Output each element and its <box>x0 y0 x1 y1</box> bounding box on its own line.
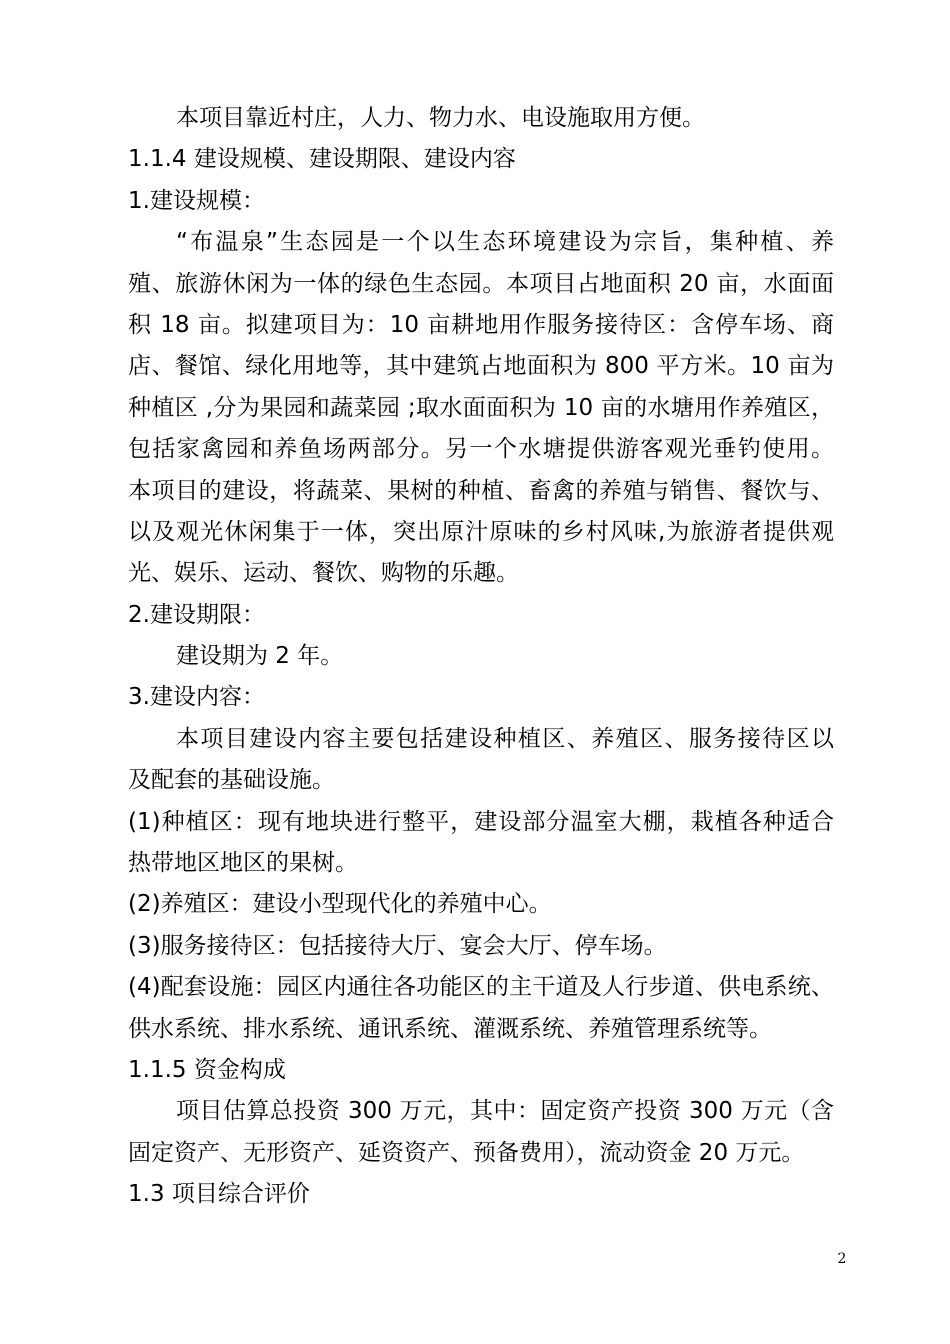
subsection-heading: 3.建设内容： <box>128 684 265 711</box>
paragraph-line: 项目估算总投资 300 万元，其中：固定资产投资 300 万元（含 <box>176 1098 834 1125</box>
paragraph-line: 建设期为 2 年。 <box>176 643 344 670</box>
subsection-heading: 1.建设规模： <box>128 187 265 214</box>
paragraph-line: 殖、旅游休闲为一体的绿色生态园。本项目占地面积 20 亩，水面面 <box>128 270 834 297</box>
paragraph-line: 种植区 ,分为果园和蔬菜园 ;取水面面积为 10 亩的水塘用作养殖区， <box>128 394 834 421</box>
paragraph-line: 包括家禽园和养鱼场两部分。另一个水塘提供游客观光垂钓使用。 <box>128 436 834 463</box>
section-heading: 1.1.4 建设规模、建设期限、建设内容 <box>128 146 516 173</box>
paragraph-line: 光、娱乐、运动、餐饮、购物的乐趣。 <box>128 560 519 587</box>
paragraph-line: 固定资产、无形资产、延资资产、预备费用），流动资金 20 万元。 <box>128 1139 805 1166</box>
section-heading: 1.3 项目综合评价 <box>128 1181 310 1208</box>
paragraph-line: 本项目建设内容主要包括建设种植区、养殖区、服务接待区以 <box>176 725 834 752</box>
paragraph-line: 本项目的建设，将蔬菜、果树的种植、畜禽的养殖与销售、餐饮与、 <box>128 477 834 504</box>
list-item-continuation: 热带地区地区的果树。 <box>128 850 358 877</box>
paragraph-line: 以及观光休闲集于一体，突出原汁原味的乡村风味,为旅游者提供观 <box>128 518 834 545</box>
document-body <box>128 98 834 1216</box>
paragraph-line: 店、餐馆、绿化用地等，其中建筑占地面积为 800 平方米。10 亩为 <box>128 353 834 380</box>
section-heading: 1.1.5 资金构成 <box>128 1056 286 1083</box>
list-item: (2)养殖区：建设小型现代化的养殖中心。 <box>128 891 552 918</box>
paragraph-line: 本项目靠近村庄，人力、物力水、电设施取用方便。 <box>176 105 705 131</box>
paragraph-line: “布温泉”生态园是一个以生态环境建设为宗旨，集种植、养 <box>176 229 834 256</box>
list-item: (3)服务接待区：包括接待大厅、宴会大厅、停车场。 <box>128 932 667 959</box>
list-item: (4)配套设施：园区内通往各功能区的主干道及人行步道、供电系统、 <box>128 974 834 1001</box>
list-item-continuation: 供水系统、排水系统、通讯系统、灌溉系统、养殖管理系统等。 <box>128 1015 772 1042</box>
list-item: (1)种植区：现有地块进行整平，建设部分温室大棚，栽植各种适合 <box>128 808 834 835</box>
paragraph-line: 及配套的基础设施。 <box>128 767 335 794</box>
subsection-heading: 2.建设期限： <box>128 601 265 628</box>
paragraph-line: 积 18 亩。拟建项目为：10 亩耕地用作服务接待区：含停车场、商 <box>128 311 834 338</box>
page-number: 2 <box>837 1251 847 1267</box>
